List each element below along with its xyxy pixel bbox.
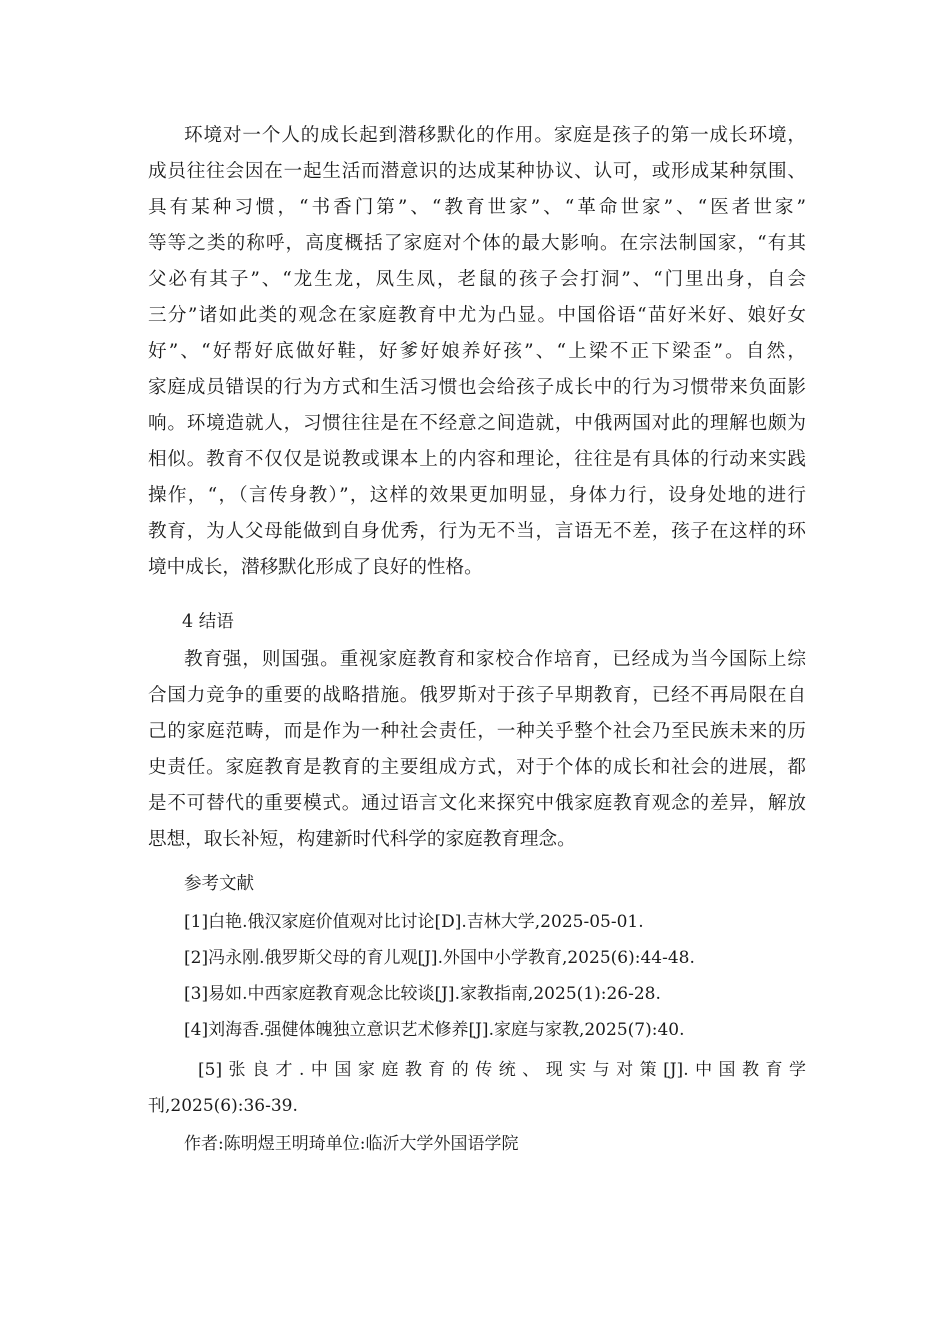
text-line: 教育强，则国强。重视家庭教育和家校合作培育，已经成为当今国际上综 — [184, 649, 806, 670]
reference-item-5 — [148, 1052, 806, 1124]
text-line: 环境对一个人的成长起到潜移默化的作用。家庭是孩子的第一成长环境， — [184, 125, 806, 146]
text-line: 合国力竞争的重要的战略措施。俄罗斯对于孩子早期教育，已经不再局限在自 — [148, 685, 806, 706]
text-line: 教育，为人父母能做到自身优秀，行为无不当，言语无不差，孩子在这样的环 — [148, 521, 806, 542]
text-line: 父必有其子”、“龙生龙，凤生凤，老鼠的孩子会打洞”、“门里出身，自会 — [148, 269, 806, 290]
text-line: 三分”诸如此类的观念在家庭教育中尤为凸显。中国俗语“苗好米好、娘好女 — [148, 305, 806, 326]
text-line: 等等之类的称呼，高度概括了家庭对个体的最大影响。在宗法制国家，“有其 — [148, 233, 806, 254]
section-heading-conclusion: 4 结语 — [182, 612, 234, 632]
text-line: 是不可替代的重要模式。通过语言文化来探究中俄家庭教育观念的差异，解放 — [148, 793, 806, 814]
reference-list — [148, 904, 806, 1048]
text-line: 好”、“好帮好底做好鞋，好爹好娘养好孩”、“上梁不正下梁歪”。自然， — [148, 341, 806, 362]
text-line: 响。环境造就人，习惯往往是在不经意之间造就，中俄两国对此的理解也颇为 — [148, 413, 806, 434]
text-line: 己的家庭范畴，而是作为一种社会责任，一种关乎整个社会乃至民族未来的历 — [148, 721, 806, 742]
reference-line: [5]张良才.中国家庭教育的传统、现实与对策[J].中国教育学 — [198, 1060, 806, 1080]
reference-item: [3]易如.中西家庭教育观念比较谈[J].家教指南,2025(1):26-28. — [184, 984, 661, 1004]
text-line: 史责任。家庭教育是教育的主要组成方式，对于个体的成长和社会的进展，都 — [148, 757, 806, 778]
text-line: 成员往往会因在一起生活而潜意识的达成某种协议、认可，或形成某种氛围、 — [148, 161, 806, 182]
text-line: 家庭成员错误的行为方式和生活习惯也会给孩子成长中的行为习惯带来负面影 — [148, 377, 806, 398]
text-line: 思想，取长补短，构建新时代科学的家庭教育理念。 — [148, 829, 576, 850]
text-line: 相似。教育不仅仅是说教或课本上的内容和理论，往往是有具体的行动来实践 — [148, 449, 806, 470]
paragraph-environment — [148, 118, 806, 586]
text-line: 操作，“，（言传身教）”，这样的效果更加明显，身体力行，设身处地的进行 — [148, 485, 806, 506]
reference-item: [2]冯永刚.俄罗斯父母的育儿观[J].外国中小学教育,2025(6):44-48. — [184, 948, 695, 968]
references-heading: 参考文献 — [184, 874, 254, 894]
reference-line: 刊,2025(6):36-39. — [148, 1096, 298, 1116]
text-line: 具有某种习惯，“书香门第”、“教育世家”、“革命世家”、“医者世家” — [148, 197, 806, 218]
reference-item: [1]白艳.俄汉家庭价值观对比讨论[D].吉林大学,2025-05-01. — [184, 912, 644, 932]
reference-item: [4]刘海香.强健体魄独立意识艺术修养[J].家庭与家教,2025(7):40. — [184, 1020, 685, 1040]
author-line: 作者:陈明煜王明琦单位:临沂大学外国语学院 — [184, 1134, 519, 1154]
text-line: 境中成长，潜移默化形成了良好的性格。 — [148, 557, 483, 578]
paragraph-conclusion — [148, 642, 806, 858]
